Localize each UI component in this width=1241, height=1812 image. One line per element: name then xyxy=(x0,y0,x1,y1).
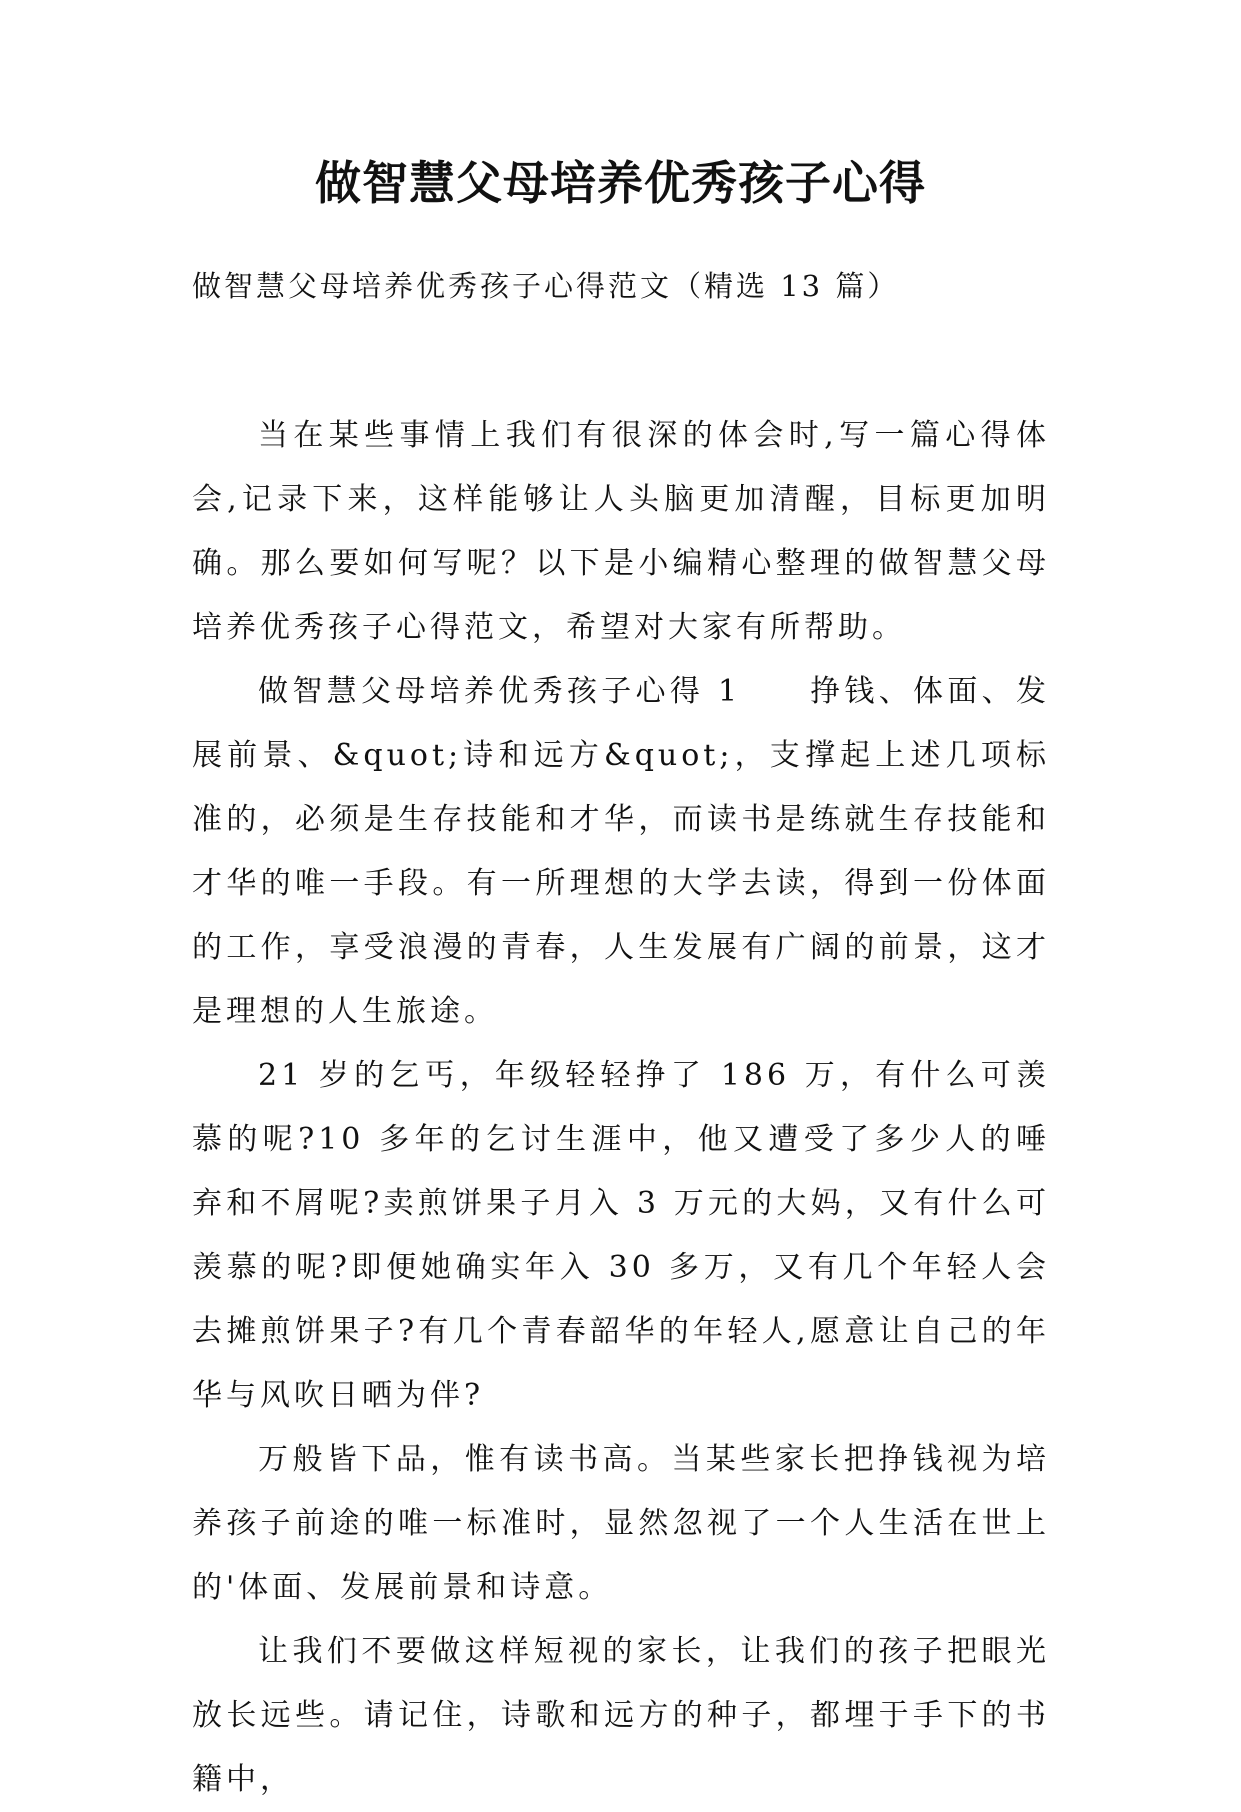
document-body xyxy=(192,404,1050,1812)
paragraph-beggar-example: 21 岁的乞丐，年级轻轻挣了 186 万，有什么可羡慕的呢?10 多年的乞讨生涯中，他又遭受了多少人的唾弃和不屑呢?卖煎饼果子月入 3 万元的大妈，又有什么可羡慕的呢?即便她确实年入 30 多万，又有几个年轻人会去摊煎饼果子?有几个青春韶华的年轻人,愿意让自己的年华与风吹日晒为伴? xyxy=(192,1058,1050,1413)
paragraph-intro: 当在某些事情上我们有很深的体会时,写一篇心得体会,记录下来，这样能够让人头脑更加清醒，目标更加明确。那么要如何写呢？以下是小编精心整理的做智慧父母培养优秀孩子心得范文，希望对大家有所帮助。 xyxy=(192,418,1050,645)
paragraph-reading: 万般皆下品，惟有读书高。当某些家长把挣钱视为培养孩子前途的唯一标准时，显然忽视了一个人生活在世上的'体面、发展前景和诗意。 xyxy=(192,1442,1050,1605)
document-title: 做智慧父母培养优秀孩子心得 xyxy=(315,156,926,210)
paragraph-closing: 让我们不要做这样短视的家长，让我们的孩子把眼光放长远些。请记住，诗歌和远方的种子，都埋于手下的书籍中， xyxy=(192,1634,1050,1797)
document-subtitle: 做智慧父母培养优秀孩子心得范文（精选 13 篇） xyxy=(192,269,900,303)
paragraph-essay-1: 做智慧父母培养优秀孩子心得 1 挣钱、体面、发展前景、&quot;诗和远方&quot;，支撑起上述几项标准的，必须是生存技能和才华，而读书是练就生存技能和才华的唯一手段。有一所理想的大学去读，得到一份体面的工作，享受浪漫的青春，人生发展有广阔的前景，这才是理想的人生旅途。 xyxy=(192,674,1050,1029)
